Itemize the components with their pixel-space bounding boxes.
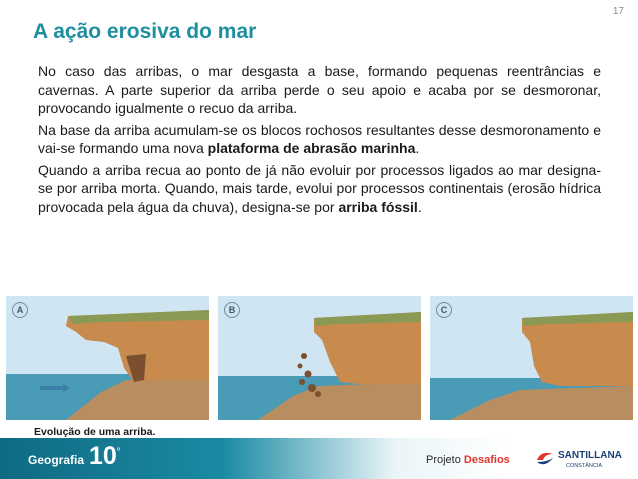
paragraph-1 — [38, 62, 601, 118]
panel-b-illustration — [218, 296, 421, 420]
term-abrasion-platform: plataforma de abrasão marinha — [207, 140, 416, 156]
series-title: Desafios — [463, 454, 510, 466]
paragraph-1-text: No caso das arribas, o mar desgasta a base, formando pequenas reentrâncias e cavernas. A parte superior da arriba perde o seu apoio e acaba por se desmoronar, provocando igualmente o recuo da arriba. — [38, 63, 601, 116]
series-prefix: Projeto — [426, 454, 464, 466]
panel-c — [430, 296, 633, 420]
panel-c-illustration — [430, 296, 633, 420]
grade-ordinal-mark: º — [117, 446, 120, 455]
paragraph-2-text: Na base da arriba acumulam-se os blocos rochosos resultantes desse desmoronamento e vai-se formando uma nova — [38, 121, 601, 156]
series-name — [426, 454, 510, 466]
panel-b — [218, 296, 421, 420]
term-fossil-cliff: arriba fóssil — [338, 198, 418, 215]
panel-b-label: B — [224, 302, 240, 318]
publisher-imprint: CONSTÂNCIA — [566, 463, 603, 469]
figure-caption: Evolução de uma arriba. — [34, 426, 156, 438]
paragraph-2 — [38, 121, 601, 158]
paragraph-3-end: . — [417, 198, 422, 215]
page-number: 17 — [612, 6, 624, 17]
body-text — [38, 62, 601, 219]
publisher-name: SANTILLANA — [558, 450, 622, 461]
footer-bar — [0, 438, 638, 479]
paragraph-2-end: . — [415, 140, 420, 156]
panel-c-label: C — [436, 302, 452, 318]
paragraph-3 — [38, 161, 601, 217]
panel-a-label: A — [12, 302, 28, 318]
page-title: A ação erosiva do mar — [33, 20, 257, 43]
panel-a — [6, 296, 209, 420]
grade-number: 10 — [89, 442, 117, 470]
subject-label: Geografia — [28, 453, 85, 467]
publisher-logo-icon — [535, 448, 555, 468]
panel-a-illustration — [6, 296, 209, 420]
paragraph-3-text: Quando a arriba recua ao ponto de já não evoluir por processos ligados ao mar designa-se por arriba morta. Quando, mais tarde, evolui por processos continentais (erosão hídrica provocada pela água da chuva), designa-se por — [38, 161, 601, 215]
cliff-evolution-figure — [0, 296, 638, 420]
